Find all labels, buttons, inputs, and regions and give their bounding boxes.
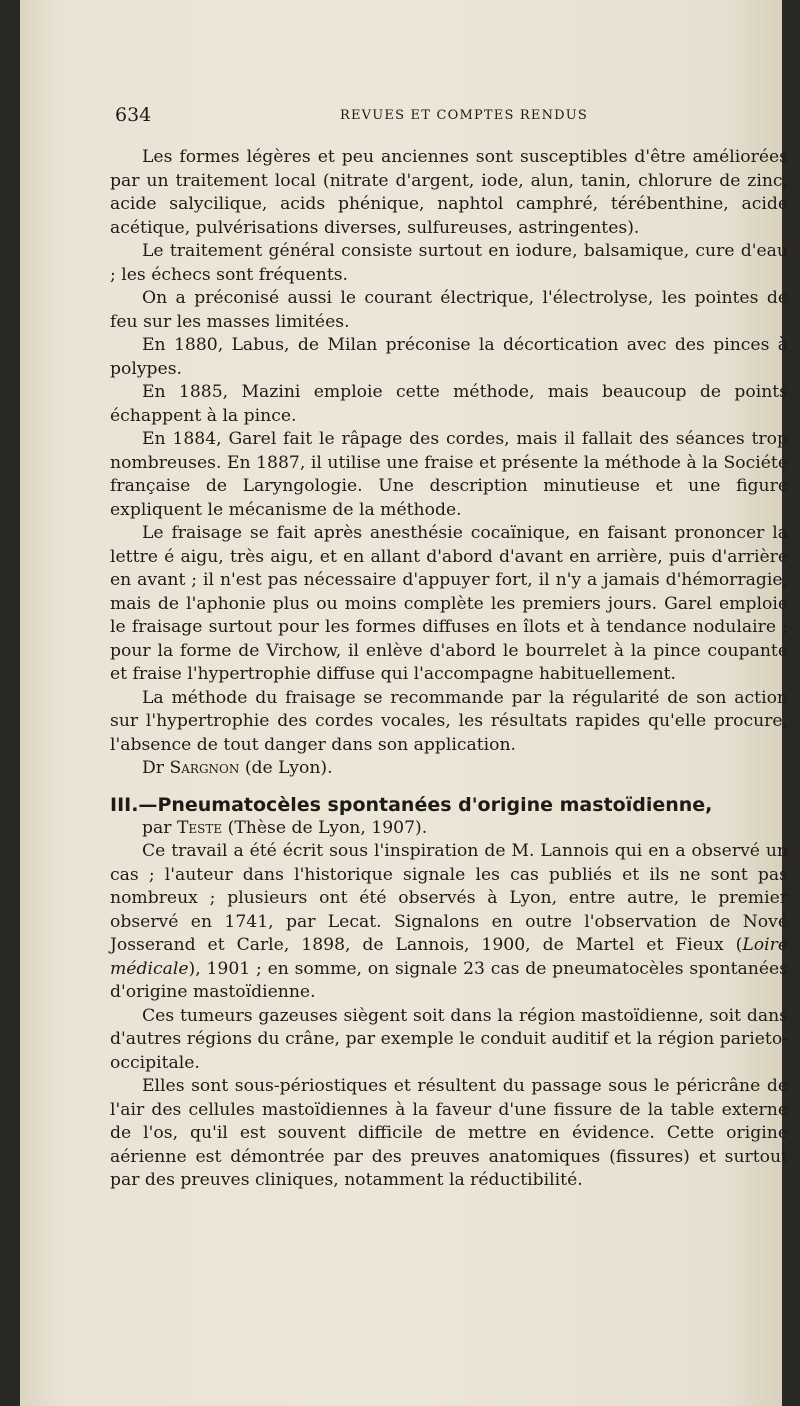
paragraph-electric-current: On a préconisé aussi le courant électrique, l'électrolyse, les pointes de feu sur les masses limitées.: [110, 288, 788, 332]
section-heading: [110, 793, 788, 817]
paragraph-tumour-location: Ces tumeurs gazeuses siègent soit dans la région mastoïdienne, soit dans d'autres régions du crâne, par exemple le conduit auditif et la région parieto-occipitale.: [110, 1005, 788, 1073]
paragraph-local-treatment: Les formes légères et peu anciennes sont susceptibles d'être améliorées par un traitement local (nitrate d'argent, iode, alun, tanin, chlorure de zinc, acide salycilique, acids phénique, naphtol camphré, térébenthine, acide acétique, pulvérisations diverses, sulfureuses, astringentes).: [110, 147, 788, 238]
paragraph-garel-1884: En 1884, Garel fait le râpage des cordes, mais il fallait des séances trop nombreuses. En 1887, il utilise une fraise et présente la méthode à la Société française de Laryngologie. Une description minutieuse et une figure expliquent le mécanisme de la méthode.: [110, 429, 788, 520]
byline-source: (Thèse de Lyon, 1907).: [227, 817, 428, 838]
paragraph-general-treatment: Le traitement général consiste surtout en iodure, balsamique, cure d'eau ; les échecs sont fréquents.: [110, 241, 788, 285]
paragraph-tumour-origin: Elles sont sous-périostiques et résultent du passage sous le péricrâne de l'air des cellules mastoïdiennes à la faveur d'une fissure de la table externe de l'os, qu'il est souvent difficile de mettre en évidence. Cette origine aérienne est démontrée par des preuves anatomiques (fissures) et surtout par des preuves cliniques, notamment la réductibilité.: [110, 1076, 788, 1190]
running-head: REVUES ET COMPTES RENDUS: [340, 108, 589, 123]
historical-cases-text-b: ), 1901 ; en somme, on signale 23 cas de pneumatocèles spontanées d'origine mastoïdienne.: [110, 958, 788, 1002]
page-header: [115, 102, 695, 132]
paragraph-fraisage-advantages: La méthode du fraisage se recommande par la régularité de son action sur l'hypertrophie des cordes vocales, les résultats rapides qu'elle procure, l'absence de tout danger dans son application.: [110, 687, 788, 755]
body-text: [110, 146, 788, 1193]
byline-prefix: par: [142, 817, 172, 838]
scanned-page: [20, 0, 788, 1406]
signature-name: Sargnon: [169, 758, 240, 778]
byline-author: Teste: [176, 817, 223, 838]
signature-place: (de Lyon).: [244, 758, 333, 778]
section-title: Pneumatocèles spontanées d'origine mastoïdienne,: [157, 793, 713, 816]
paragraph-fraisage-procedure: Le fraisage se fait après anesthésie cocaïnique, en faisant prononcer la lettre é aigu, très aigu, et en allant d'abord d'avant en arrière, puis d'arrière en avant ; il n'est pas nécessaire d'appuyer fort, il n'y a jamais d'hémorragie, mais de l'aphonie plus ou moins complète les premiers jours. Garel emploie le fraisage surtout pour les formes diffuses en îlots et à tendance nodulaire ; pour la forme de Virchow, il enlève d'abord le bourrelet à la pince coupante et fraise l'hypertrophie diffuse qui l'accompagne habituellement.: [110, 523, 788, 684]
page-number: 634: [115, 104, 152, 126]
signature: [110, 757, 788, 781]
paragraph-labus-1880: En 1880, Labus, de Milan préconise la décortication avec des pinces à polypes.: [110, 335, 788, 379]
paragraph-historical-cases: [110, 840, 788, 1005]
signature-title: Dr: [142, 758, 164, 778]
section-byline: [110, 817, 788, 841]
historical-cases-text-a: Ce travail a été écrit sous l'inspiration de M. Lannois qui en a observé un cas ; l'auteur dans l'historique signale les cas publiés et ils ne sont pas nombreux ; plusieurs ont été observés à Lyon, entre autre, le premier observé en 1741, par Lecat. Signalons en outre l'observation de Nové Josserand et Carle, 1898, de Lannois, 1900, de Martel et Fieux (: [110, 841, 788, 955]
paragraph-mazini-1885: En 1885, Mazini emploie cette méthode, mais beaucoup de points échappent à la pince.: [110, 382, 788, 426]
journal-title: Loire médicale: [110, 935, 788, 979]
section-number: III.—: [110, 793, 158, 816]
